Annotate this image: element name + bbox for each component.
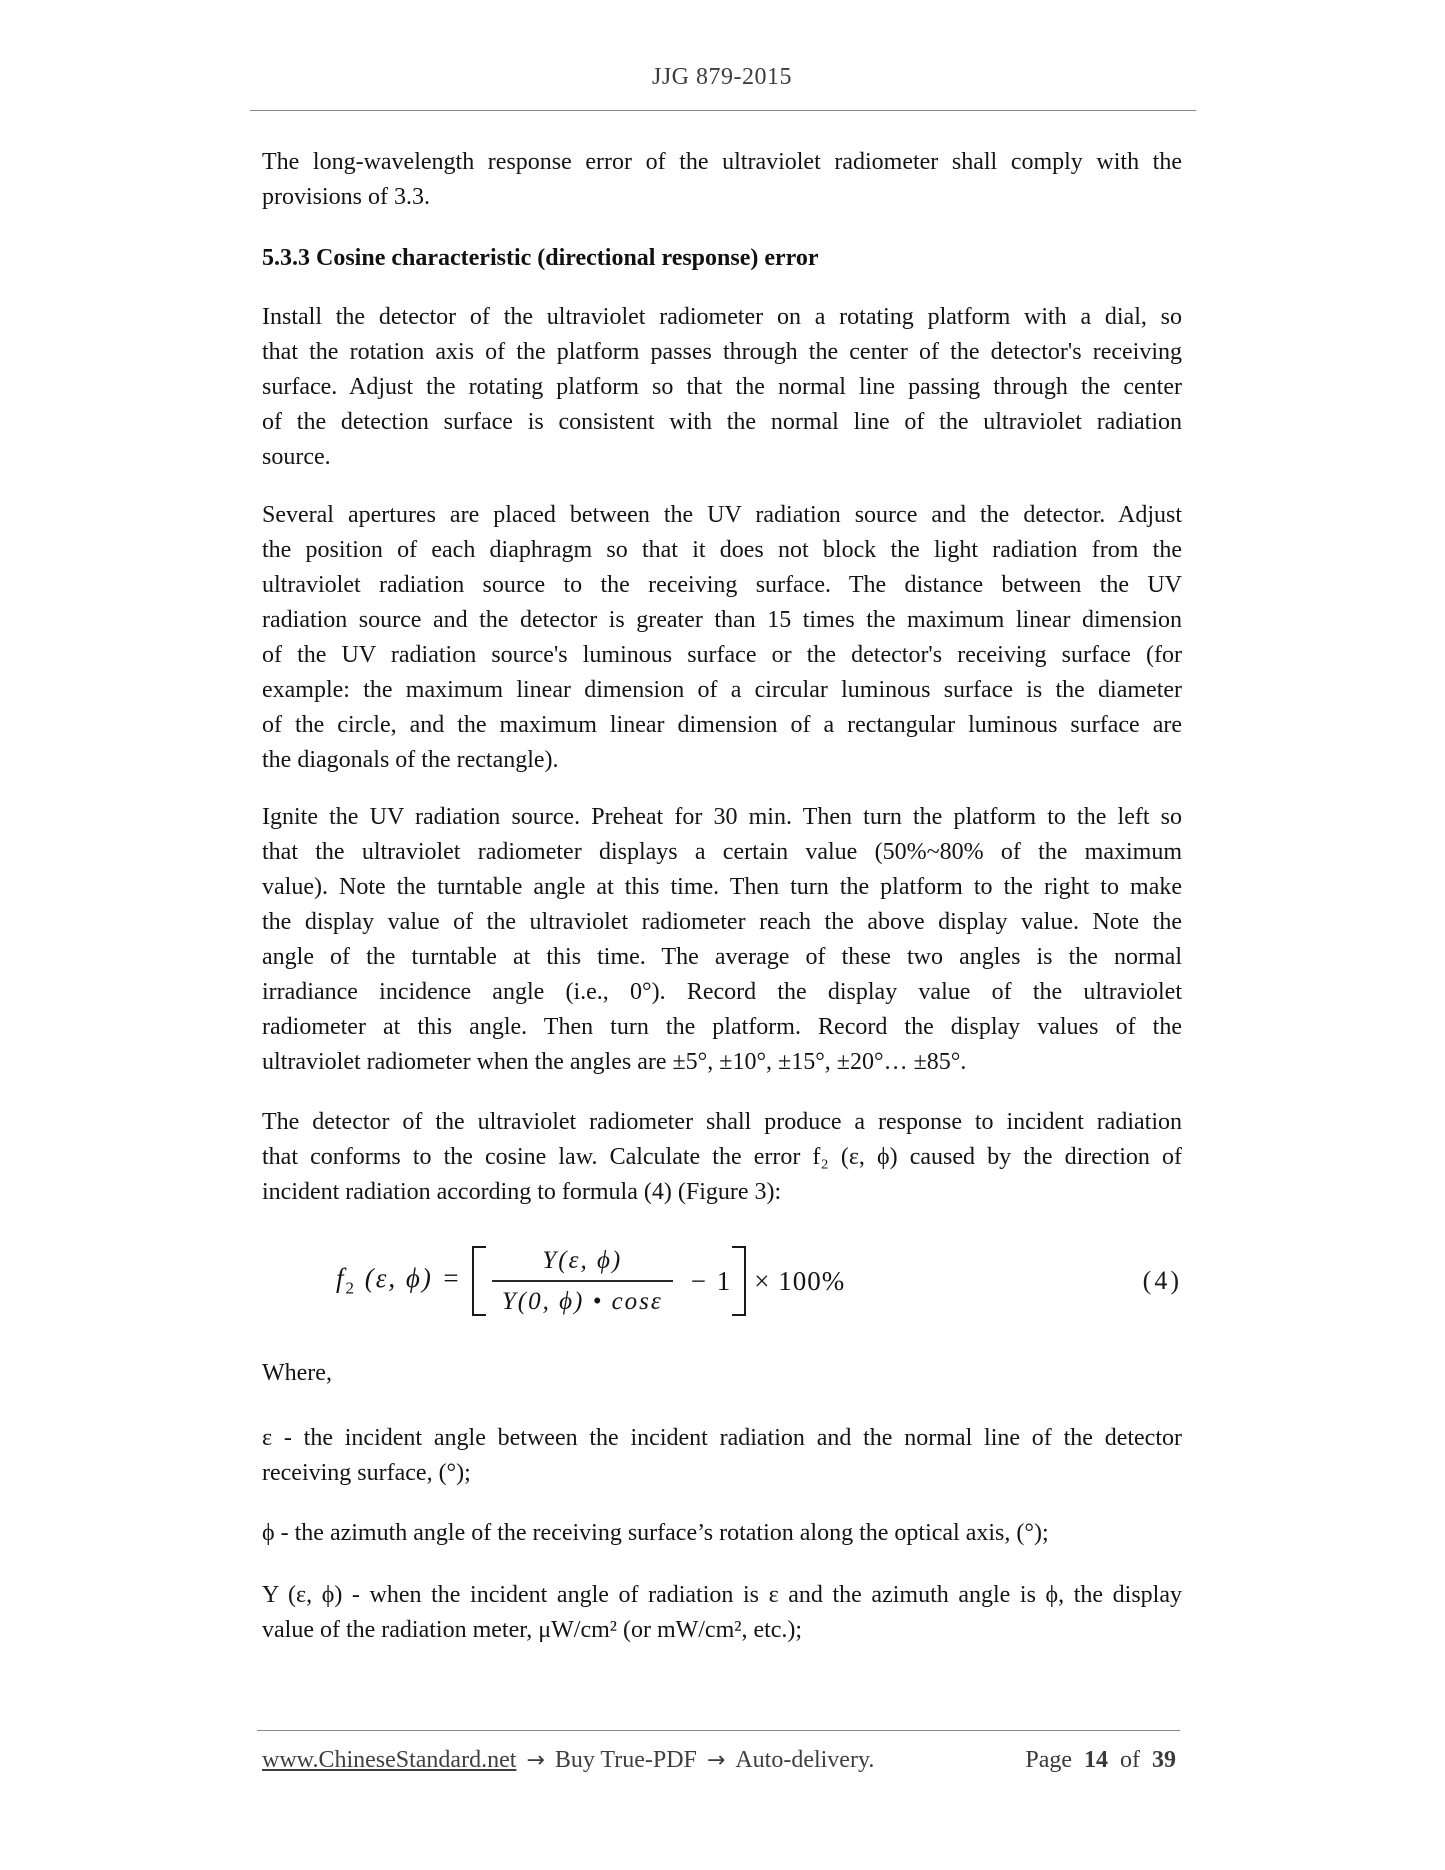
formula-4 xyxy=(262,1222,1182,1340)
paragraph-detector xyxy=(262,1105,1182,1210)
text-line: Y (ε, ϕ) - when the incident angle of radiation is ε and the azimuth angle is ϕ, the display xyxy=(262,1582,1182,1608)
text-line: of the UV radiation source's luminous surface or the detector's receiving surface (for xyxy=(262,642,1182,668)
text-line: The long-wavelength response error of the ultraviolet radiometer shall comply with the xyxy=(262,149,1182,175)
formula-times-100: × 100% xyxy=(754,1265,846,1296)
equation-number: (4) xyxy=(1142,1266,1182,1295)
intro-paragraph xyxy=(262,145,1182,215)
footer-buy-text: Buy True-PDF xyxy=(554,1747,697,1773)
formula-minus-one: − 1 xyxy=(690,1265,733,1296)
text-line: radiometer at this angle. Then turn the platform. Record the display values of the xyxy=(262,1014,1182,1040)
text-line: ε - the incident angle between the incident radiation and the normal line of the detector xyxy=(262,1425,1182,1451)
text-line: source. xyxy=(262,444,331,470)
text-line: radiation source and the detector is greater than 15 times the maximum linear dimension xyxy=(262,607,1182,633)
definition-epsilon xyxy=(262,1421,1182,1491)
text-line: that the rotation axis of the platform passes through the center of the detector's receiving xyxy=(262,339,1182,365)
text-line: the display value of the ultraviolet radiometer reach the above display value. Note the xyxy=(262,909,1182,935)
text-line: provisions of 3.3. xyxy=(262,184,430,210)
text-line: the diagonals of the rectangle). xyxy=(262,747,559,773)
text-line: that conforms to the cosine law. Calculate the error f₂ (ε, ϕ) caused by the direction of xyxy=(262,1144,1182,1170)
text-line: Ignite the UV radiation source. Preheat for 30 min. Then turn the platform to the left so xyxy=(262,804,1182,830)
document-number-header: JJG 879-2015 xyxy=(651,64,792,90)
text-line: value of the radiation meter, μW/cm² (or mW/cm², etc.); xyxy=(262,1617,803,1643)
where-text: Where, xyxy=(262,1360,332,1386)
text-line: the position of each diaphragm so that it does not block the light radiation from the xyxy=(262,537,1182,563)
left-bracket xyxy=(472,1246,486,1316)
paragraph-apertures xyxy=(262,498,1182,778)
text-line: ϕ - the azimuth angle of the receiving surface’s rotation along the optical axis, (°); xyxy=(262,1520,1049,1546)
text-line: receiving surface, (°); xyxy=(262,1460,471,1486)
text-line: of the circle, and the maximum linear dimension of a rectangular luminous surface are xyxy=(262,712,1182,738)
of-label: of xyxy=(1120,1747,1140,1773)
text-line: Several apertures are placed between the UV radiation source and the detector. Adjust xyxy=(262,502,1182,528)
text-line: Install the detector of the ultraviolet radiometer on a rotating platform with a dial, so xyxy=(262,304,1182,330)
arrow-right-icon: → xyxy=(706,1748,726,1773)
text-line: surface. Adjust the rotating platform so that the normal line passing through the center xyxy=(262,374,1182,400)
paragraph-install xyxy=(262,300,1182,475)
footer xyxy=(262,1743,1182,1778)
definition-y xyxy=(262,1578,1182,1648)
footer-delivery-text: Auto-delivery. xyxy=(735,1747,875,1773)
formula-lhs xyxy=(336,1263,462,1298)
formula-f-subscript: 2 xyxy=(345,1278,357,1298)
where-label xyxy=(262,1356,1182,1391)
text-line: ultraviolet radiometer when the angles are ±5°, ±10°, ±15°, ±20°… ±85°. xyxy=(262,1049,967,1075)
text-line: ultraviolet radiation source to the receiving surface. The distance between the UV xyxy=(262,572,1182,598)
section-heading: 5.3.3 Cosine characteristic (directional response) error xyxy=(262,245,819,271)
footer-rule xyxy=(257,1730,1180,1731)
page-indicator xyxy=(1025,1743,1182,1778)
text-line: value). Note the turntable angle at this time. Then turn the platform to the right to make xyxy=(262,874,1182,900)
text-line: The detector of the ultraviolet radiometer shall produce a response to incident radiation xyxy=(262,1109,1182,1135)
text-line: angle of the turntable at this time. The average of these two angles is the normal xyxy=(262,944,1182,970)
fraction-numerator: Y(ε, ϕ) xyxy=(492,1247,673,1282)
header-rule xyxy=(250,110,1196,111)
footer-website-link[interactable]: www.ChineseStandard.net xyxy=(262,1747,517,1773)
text-line: that the ultraviolet radiometer displays a certain value (50%~80% of the maximum xyxy=(262,839,1182,865)
formula-lhs-args: (ε, ϕ) = xyxy=(364,1263,462,1294)
page-number: 14 xyxy=(1084,1747,1108,1773)
formula-f: f xyxy=(336,1263,346,1294)
definition-phi xyxy=(262,1516,1182,1551)
text-line: irradiance incidence angle (i.e., 0°). Record the display value of the ultraviolet xyxy=(262,979,1182,1005)
formula-fraction xyxy=(492,1247,673,1316)
fraction-denominator: Y(0, ϕ) • cosε xyxy=(501,1287,663,1315)
page-label: Page xyxy=(1025,1747,1072,1773)
arrow-right-icon: → xyxy=(526,1748,545,1773)
text-line: incident radiation according to formula (4) (Figure 3): xyxy=(262,1179,782,1205)
right-bracket xyxy=(732,1246,746,1316)
total-pages: 39 xyxy=(1152,1747,1176,1773)
paragraph-ignite xyxy=(262,800,1182,1080)
text-line: of the detection surface is consistent with the normal line of the ultraviolet radiation xyxy=(262,409,1182,435)
text-line: example: the maximum linear dimension of a circular luminous surface is the diameter xyxy=(262,677,1182,703)
